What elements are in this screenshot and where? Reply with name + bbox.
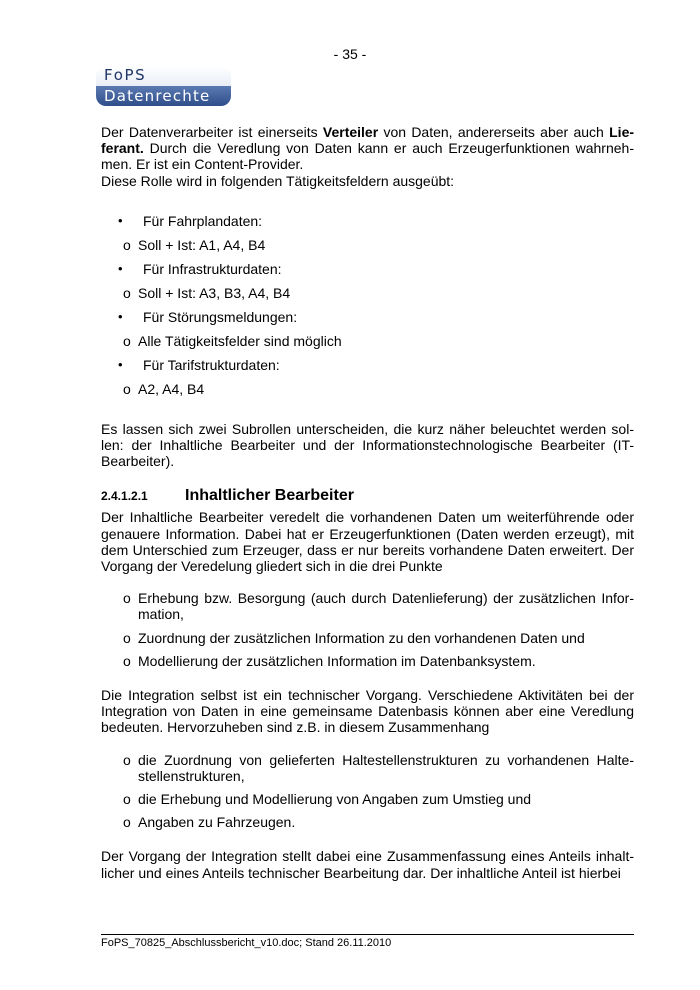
- sub-bullet-marker: o: [123, 380, 131, 397]
- list-marker: o: [123, 652, 131, 669]
- intro-bold-verteiler: Verteiler: [322, 124, 379, 140]
- list-item: [101, 814, 634, 830]
- list-marker: o: [123, 791, 131, 808]
- footer-divider: [101, 934, 634, 935]
- bullet-text: Soll + Ist: A1, A4, B4: [138, 236, 266, 253]
- section-heading: [101, 487, 634, 509]
- page-number: - 35 -: [333, 46, 367, 62]
- document-body: [101, 124, 634, 881]
- footer-text: FoPS_70825_Abschlussbericht_v10.doc; Stand 26.11.2010: [101, 937, 392, 949]
- bullet-text: Für Störungsmeldungen:: [143, 308, 298, 325]
- list-item: [101, 752, 634, 784]
- sub-bullet-item: [101, 377, 634, 401]
- bullet-item: [101, 305, 634, 329]
- list-item: [101, 791, 634, 807]
- sub-bullet-item: [101, 233, 634, 257]
- bullet-text: A2, A4, B4: [138, 380, 205, 397]
- list-item-text: die Erhebung und Modellierung von Angaben zum Umstieg und: [138, 791, 532, 808]
- fops-logo: [96, 66, 231, 106]
- taetigkeitsfelder-list: [101, 209, 634, 401]
- sub-bullet-marker: o: [123, 284, 131, 301]
- bullet-text: Alle Tätigkeitsfelder sind möglich: [138, 332, 342, 349]
- list-item: [101, 630, 634, 646]
- subroles-paragraph: Es lassen sich zwei Subrollen unterscheiden, die kurz näher beleuchtet werden sol-len: der Inhaltliche Bearbeiter und der Informationstechnologische Bearbeiter (IT-Bearbeiter).: [101, 420, 634, 470]
- bullet-marker: •: [118, 212, 123, 228]
- vorgang-paragraph: Der Vorgang der Integration stellt dabei eine Zusammenfassung eines Anteils inhalt-licher und eines Anteils technischer Bearbeitung dar. Der inhaltliche Anteil ist hierbei: [101, 848, 634, 881]
- intro-paragraph-2: Diese Rolle wird in folgenden Tätigkeitsfeldern ausgeübt:: [101, 172, 455, 189]
- bullet-text: Soll + Ist: A3, B3, A4, B4: [138, 284, 291, 301]
- bullet-marker: •: [118, 356, 123, 372]
- intro-paragraph: [101, 124, 634, 173]
- integration-list: [101, 752, 634, 831]
- bullet-text: Für Infrastrukturdaten:: [143, 260, 282, 277]
- sub-bullet-item: [101, 281, 634, 305]
- bullet-marker: •: [118, 308, 123, 324]
- list-item-text: Erhebung bzw. Besorgung (auch durch Datenlieferung) der zusätzlichen Infor-mation,: [138, 590, 634, 623]
- sub-bullet-item: [101, 329, 634, 353]
- bullet-text: Für Tarifstrukturdaten:: [143, 356, 280, 373]
- list-item-text: Angaben zu Fahrzeugen.: [138, 814, 296, 831]
- section-number: 2.4.1.2.1: [101, 489, 148, 504]
- intro-text-2: von Daten, andererseits aber auch: [378, 124, 610, 140]
- bullet-text: Für Fahrplandaten:: [143, 212, 263, 229]
- list-marker: o: [123, 629, 131, 646]
- integration-paragraph: Die Integration selbst ist ein technischer Vorgang. Verschiedene Aktivitäten bei der Integration von Daten in eine gemeinsame Datenbasis können aber eine Veredlung bedeuten. Hervorzuheben sind z.B. in diesem Zusammenhang: [101, 687, 634, 736]
- intro-bold-lieferant: Lie-ferant.: [101, 124, 635, 157]
- list-item: [101, 590, 634, 622]
- section-title: Inhaltlicher Bearbeiter: [185, 487, 354, 505]
- list-marker: o: [123, 814, 131, 831]
- bullet-item: [101, 257, 634, 281]
- bullet-marker: •: [118, 260, 123, 276]
- list-item-text: Modellierung der zusätzlichen Information im Datenbanksystem.: [138, 652, 536, 669]
- sub-bullet-marker: o: [123, 236, 131, 253]
- list-marker: o: [123, 590, 131, 607]
- list-item-text: Zuordnung der zusätzlichen Information zu den vorhandenen Daten und: [138, 629, 585, 646]
- intro-text-3: Durch die Veredlung von Daten kann er auch Erzeugerfunktionen wahrneh-men. Er ist ein Content-Provider.: [101, 140, 634, 173]
- bullet-item: [101, 353, 634, 377]
- list-item: [101, 653, 634, 669]
- list-item-text: die Zuordnung von gelieferten Haltestellenstrukturen zu vorhandenen Halte-stellenstrukturen,: [138, 751, 634, 784]
- sub-bullet-marker: o: [123, 332, 131, 349]
- intro-text-1: Der Datenverarbeiter ist einerseits: [101, 124, 323, 140]
- inhaltlich-paragraph: Der Inhaltliche Bearbeiter veredelt die vorhandenen Daten um weiterführende oder genauere Information. Dabei hat er Erzeugerfunktionen (Daten werden erzeugt), mit dem Unterschied zum Erzeuger, dass er nur bereits vorhandene Daten erweitert. Der Vorgang der Veredelung gliedert sich in die drei Punkte: [101, 509, 634, 575]
- veredelung-list: [101, 590, 634, 669]
- list-marker: o: [123, 751, 131, 768]
- bullet-item: [101, 209, 634, 233]
- logo-text-fops: FoPS: [104, 66, 147, 84]
- logo-text-datenrechte: Datenrechte: [104, 87, 211, 105]
